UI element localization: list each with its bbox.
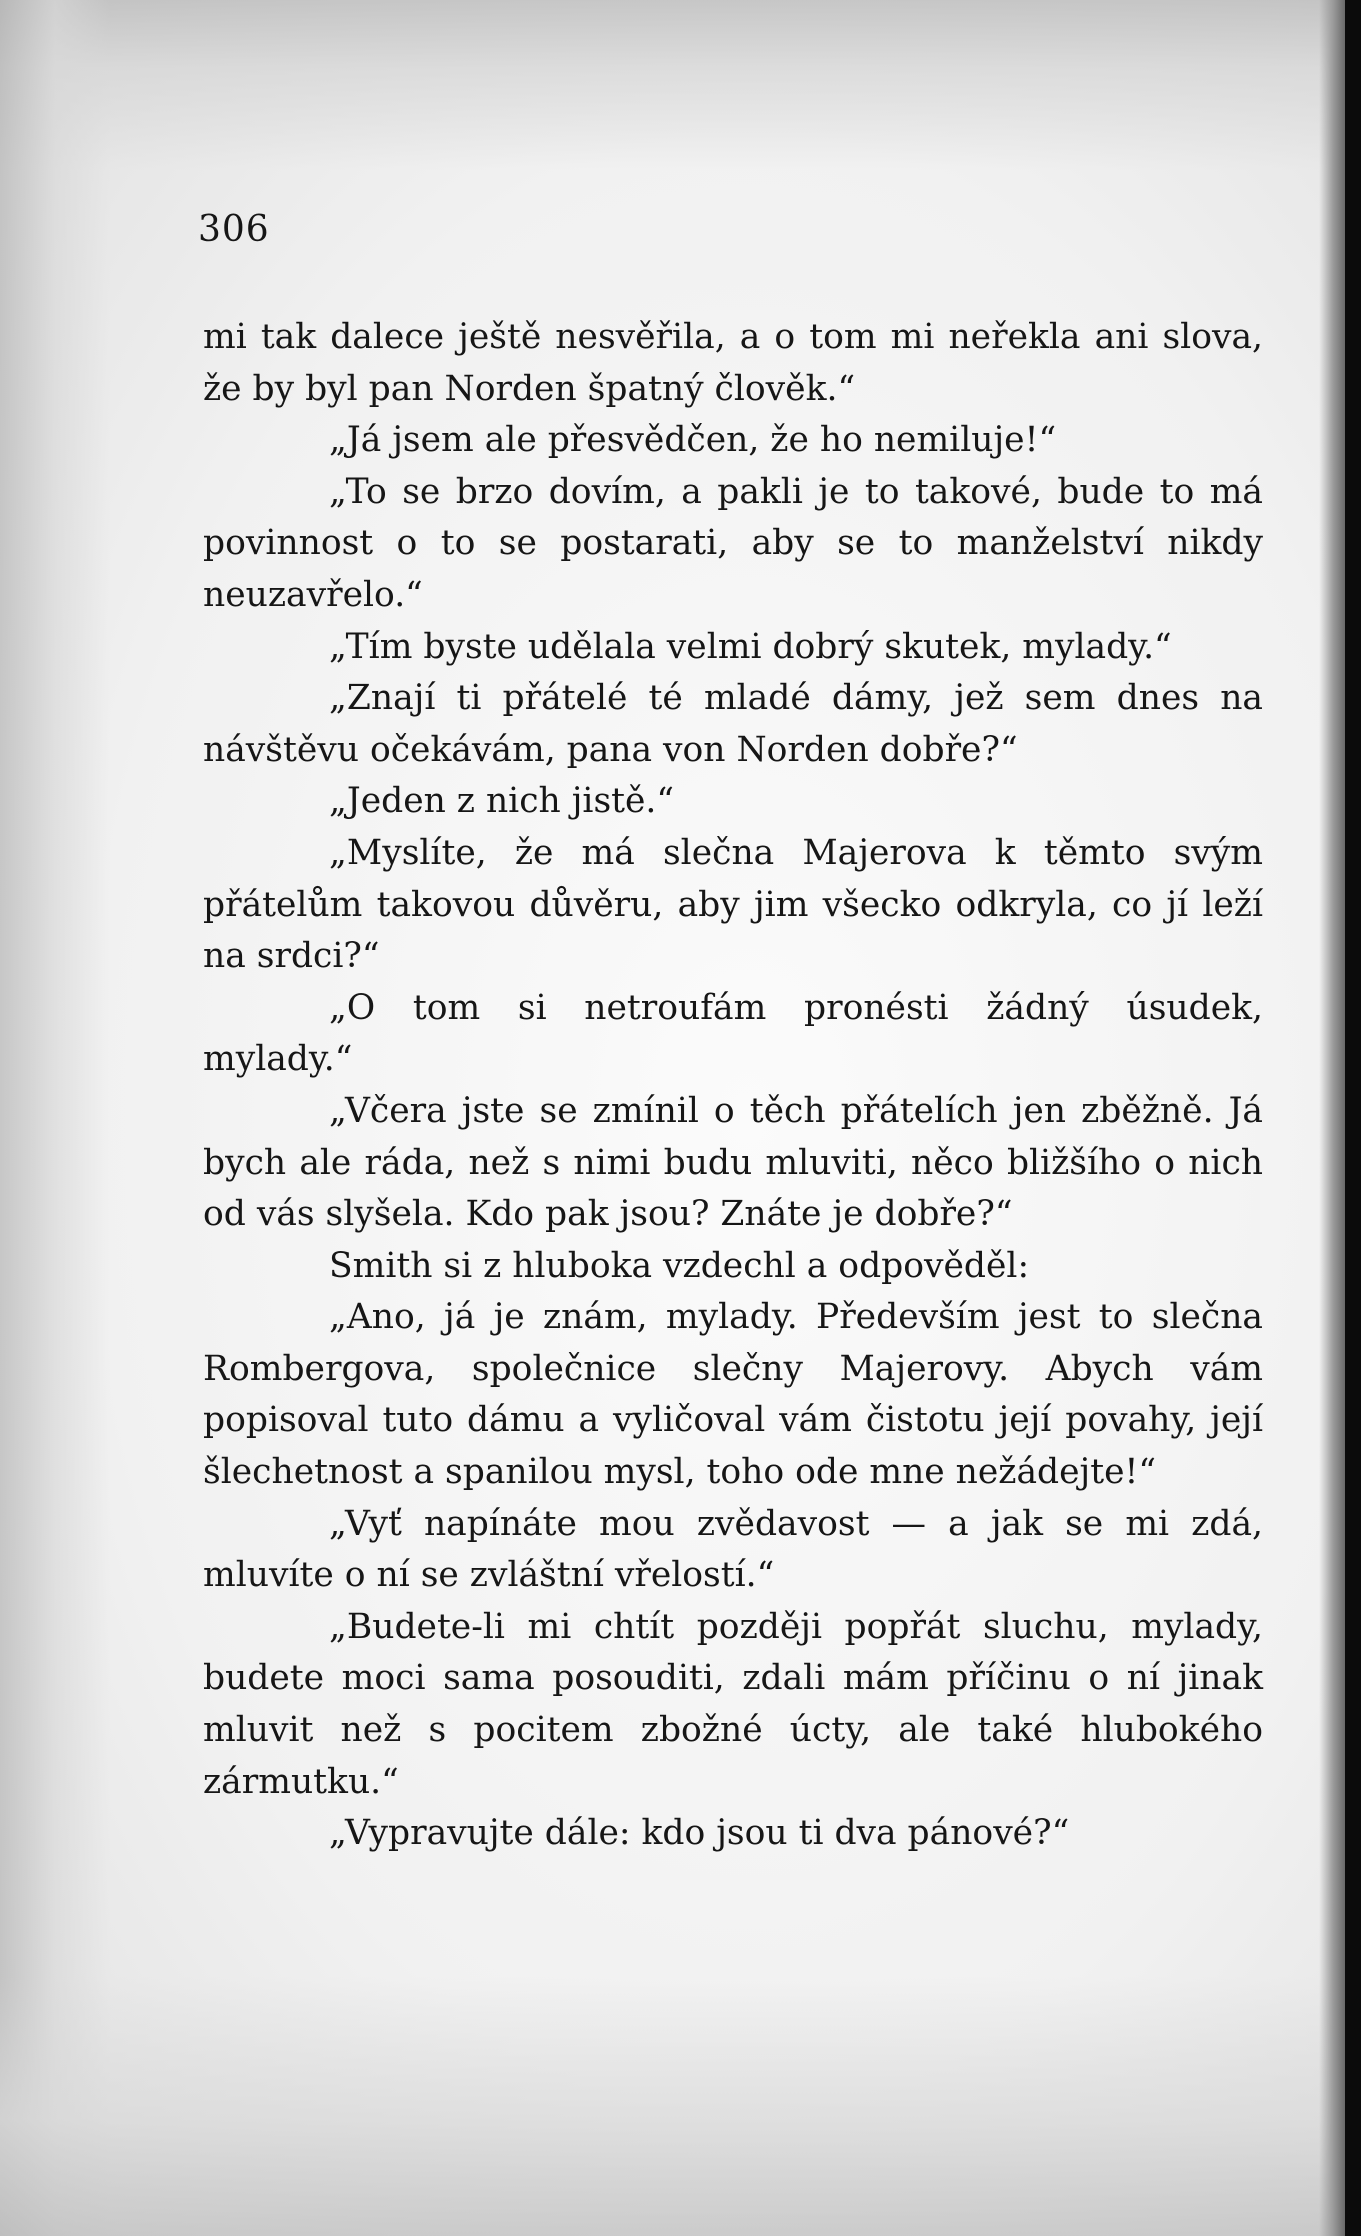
paragraph-14: „Vypravujte dále: kdo jsou ti dva pánové?“: [329, 1813, 1070, 1854]
paragraph-7: „Myslíte, že má slečna Majerova k těmto svým přátelům takovou důvěru, aby jim všecko odkryla, co jí leží na srdci?“: [203, 832, 1263, 977]
paragraph-3: „To se brzo dovím, a pakli je to takové, bude to má povinnost o to se postarati, aby se to manželství nikdy neuzavřelo.“: [203, 471, 1263, 615]
paragraph-8: „O tom si netroufám pronésti žádný úsudek, mylady.“: [203, 987, 1263, 1080]
book-spine-edge: [1345, 0, 1361, 2236]
paragraph-10: Smith si z hluboka vzdechl a odpověděl:: [329, 1245, 1030, 1286]
paragraph-12: „Vyť napínáte mou zvědavost — a jak se mi zdá, mluvíte o ní se zvláštní vřelostí.“: [203, 1503, 1263, 1596]
paragraph-2: „Já jsem ale přesvědčen, že ho nemiluje!“: [329, 420, 1057, 461]
paragraph-9: „Včera jste se zmínil o těch přátelích jen zběžně. Já bych ale ráda, než s nimi budu mluviti, něco bližšího o nich od vás slyšela. Kdo pak jsou? Znáte je dobře?“: [203, 1090, 1263, 1235]
page-edge-shadow-top: [0, 0, 1361, 170]
paragraph-13: „Budete-li mi chtít později popřát sluchu, mylady, budete moci sama posouditi, zdali mám příčinu o ní jinak mluvit než s pocitem zbožné úcty, ale také hlubokého zármutku.“: [203, 1606, 1263, 1802]
body-text: [203, 312, 1263, 1860]
page-edge-shadow-left: [0, 0, 110, 2236]
paragraph-6: „Jeden z nich jistě.“: [329, 781, 675, 822]
paragraph-5: „Znají ti přátelé té mladé dámy, jež sem dnes na návštěvu očekávám, pana von Norden dobře?“: [203, 678, 1263, 770]
page-number: 306: [198, 209, 270, 250]
paragraph-1: mi tak dalece ještě nesvěřila, a o tom mi neřekla ani slova, že by byl pan Norden špatný člověk.“: [203, 317, 1263, 409]
paragraph-4: „Tím byste udělala velmi dobrý skutek, mylady.“: [329, 626, 1172, 667]
page-edge-shadow-bottom: [0, 1976, 1361, 2236]
paragraph-11: „Ano, já je znám, mylady. Především jest to slečna Rombergova, společnice slečny Majerovy. Abych vám popisoval tuto dámu a vyličoval vám čistotu její povahy, její šlechetnost a spanilou mysl, toho ode mne nežádejte!“: [203, 1297, 1263, 1493]
spine-shadow: [1319, 0, 1345, 2236]
